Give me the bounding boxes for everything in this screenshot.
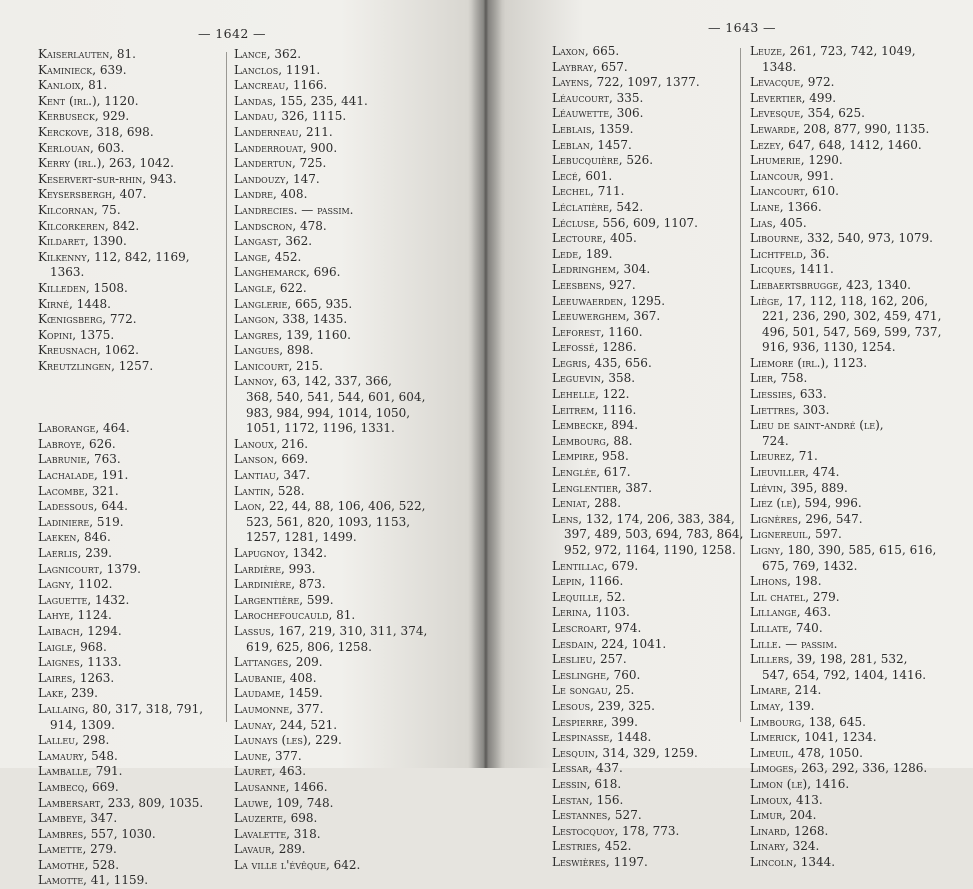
index-entry: Langon, 338, 1435. xyxy=(234,312,348,327)
index-entry: Lestan, 156. xyxy=(552,792,624,807)
index-entry: Lieurez, 71. xyxy=(750,449,818,464)
index-entry: Lenglentier, 387. xyxy=(552,480,653,495)
index-entry: Lembourg, 88. xyxy=(552,433,633,448)
index-entry: Lias, 405. xyxy=(750,215,807,230)
index-entry: Langle, 622. xyxy=(234,280,307,295)
index-entry: Laeken, 846. xyxy=(38,530,111,545)
index-entry: Lihons, 198. xyxy=(750,574,822,589)
index-entry: Lapugnoy, 1342. xyxy=(234,546,327,560)
index-entry: Limon (le), 1416. xyxy=(750,776,850,791)
index-entry: Kerbuseck, 929. xyxy=(38,109,130,124)
index-entry: Lignereuil, 597. xyxy=(750,527,842,542)
index-entry: Liège, 17, 112, 118, 162, 206, xyxy=(750,293,929,308)
blank-line xyxy=(38,406,220,422)
index-entry: Lahye, 1124. xyxy=(38,608,112,623)
index-entry: Lecé, 601. xyxy=(552,168,613,183)
index-entry: Limay, 139. xyxy=(750,698,815,713)
index-entry: Levacque, 972. xyxy=(750,75,835,90)
index-entry: Leswières, 1197. xyxy=(552,854,648,869)
index-entry: Kilcorkeren, 842. xyxy=(38,218,140,233)
index-entry: Lillers, 39, 198, 281, 532, xyxy=(750,652,908,667)
index-entry: Limare, 214. xyxy=(750,683,822,698)
index-entry: Keservert-sur-rhin, 943. xyxy=(38,171,177,186)
index-entry: 1257, 1281, 1499. xyxy=(246,530,357,545)
book-spine-shadow xyxy=(468,0,502,768)
index-entry: Levesque, 354, 625. xyxy=(750,106,865,121)
index-entry: Lier, 758. xyxy=(750,371,808,386)
index-entry: Lambeye, 347. xyxy=(38,811,118,826)
index-entry: Lille. — passim. xyxy=(750,636,838,651)
index-entry: 221, 236, 290, 302, 459, 471, xyxy=(762,309,942,324)
index-entry: Lange, 452. xyxy=(234,249,302,264)
index-entry: Liancourt, 610. xyxy=(750,184,839,199)
index-entry: Lancreau, 1166. xyxy=(234,78,328,93)
index-entry: 675, 769, 1432. xyxy=(762,558,858,573)
index-entry: Laon, 22, 44, 88, 106, 406, 522, xyxy=(234,499,426,514)
index-entry: Lécluse, 556, 609, 1107. xyxy=(552,215,698,230)
index-entry: Limerick, 1041, 1234. xyxy=(750,730,877,745)
index-entry: Limur, 204. xyxy=(750,808,817,823)
index-entry: Lambres, 557, 1030. xyxy=(38,826,156,841)
index-entry: Laxon, 665. xyxy=(552,44,620,58)
index-entry: Lauret, 463. xyxy=(234,764,307,779)
index-entry: Lebucquière, 526. xyxy=(552,153,654,168)
index-entry: Liez (le), 594, 996. xyxy=(750,496,862,511)
index-entry: Lanson, 669. xyxy=(234,452,309,467)
index-entry: Laborange, 464. xyxy=(38,421,130,436)
index-entry: Libourne, 332, 540, 973, 1079. xyxy=(750,231,933,246)
index-entry: Langast, 362. xyxy=(234,234,313,249)
index-entry: Lamaury, 548. xyxy=(38,748,118,763)
index-entry: Kildaret, 1390. xyxy=(38,234,127,249)
index-entry: Lequille, 52. xyxy=(552,589,626,604)
index-entry: Lamette, 279. xyxy=(38,842,117,857)
index-entry: 916, 936, 1130, 1254. xyxy=(762,340,896,355)
index-entry: Leesbens, 927. xyxy=(552,277,636,292)
index-entry: Kœnigsberg, 772. xyxy=(38,312,137,327)
index-entry: Laumonne, 377. xyxy=(234,701,324,716)
index-entry: Limoges, 263, 292, 336, 1286. xyxy=(750,761,928,776)
index-entry: Lempire, 958. xyxy=(552,449,629,464)
index-entry: Kilcornan, 75. xyxy=(38,202,121,217)
index-entry: Ledringhem, 304. xyxy=(552,262,651,277)
index-entry: Lesquin, 314, 329, 1259. xyxy=(552,745,698,760)
index-entry: Lamotte, 41, 1159. xyxy=(38,873,149,888)
index-entry: Laignes, 1133. xyxy=(38,655,122,670)
index-entry: Labrunie, 763. xyxy=(38,452,121,467)
index-entry: Lanicourt, 215. xyxy=(234,358,323,373)
index-entry: Laires, 1263. xyxy=(38,670,115,685)
index-entry: Lanclos, 1191. xyxy=(234,62,321,77)
index-entry: 619, 625, 806, 1258. xyxy=(246,639,372,654)
index-entry: Liane, 1366. xyxy=(750,199,822,214)
index-column-left-2 xyxy=(234,47,464,873)
index-entry: Landau, 326, 1115. xyxy=(234,109,347,124)
index-entry: Kaminieck, 639. xyxy=(38,62,127,77)
index-entry: Leblais, 1359. xyxy=(552,121,634,136)
index-entry: Lesous, 239, 325. xyxy=(552,698,655,713)
index-entry: Levertier, 499. xyxy=(750,90,837,105)
index-entry: Lehelle, 122. xyxy=(552,387,630,402)
index-entry: Laybray, 657. xyxy=(552,59,628,74)
index-entry: Lagny, 1102. xyxy=(38,577,113,592)
index-entry: Lamothe, 528. xyxy=(38,857,120,872)
index-entry: Léaucourt, 335. xyxy=(552,90,644,105)
index-entry: 1363. xyxy=(50,265,85,280)
index-entry: Kerry (irl.), 263, 1042. xyxy=(38,156,174,171)
left-page xyxy=(0,0,486,888)
index-entry: Leeuwaerden, 1295. xyxy=(552,293,666,308)
index-entry: Kilkenny, 112, 842, 1169, xyxy=(38,249,190,264)
index-entry: Linard, 1268. xyxy=(750,823,829,838)
blank-line xyxy=(38,390,220,406)
index-column-right-1 xyxy=(552,44,744,870)
index-entry: Liettres, 303. xyxy=(750,402,830,417)
index-entry: Lestries, 452. xyxy=(552,839,632,854)
page-number-right: — 1643 — xyxy=(708,20,776,35)
index-entry: Labroye, 626. xyxy=(38,436,116,451)
index-entry: 1348. xyxy=(762,59,797,74)
index-entry: Larochefoucauld, 81. xyxy=(234,608,356,623)
index-entry: Leslieu, 257. xyxy=(552,652,627,667)
index-entry: Lanoux, 216. xyxy=(234,436,309,451)
index-entry: Lattanges, 209. xyxy=(234,655,323,670)
index-entry: Linary, 324. xyxy=(750,839,820,854)
index-entry: Laibach, 1294. xyxy=(38,623,122,638)
index-entry: Lantiau, 347. xyxy=(234,468,311,483)
index-entry: Lagnicourt, 1379. xyxy=(38,561,141,576)
index-entry: Ladessous, 644. xyxy=(38,499,128,514)
index-entry: Lichtfeld, 36. xyxy=(750,246,830,261)
index-entry: Laigle, 968. xyxy=(38,639,107,654)
index-entry: 397, 489, 503, 694, 783, 864, xyxy=(564,527,744,542)
index-entry: Liebaertsbrugge, 423, 1340. xyxy=(750,277,911,292)
index-entry: Kent (irl.), 1120. xyxy=(38,93,139,108)
index-entry: 952, 972, 1164, 1190, 1258. xyxy=(564,543,736,557)
index-entry: Lauzerte, 698. xyxy=(234,811,318,826)
index-entry: Lechel, 711. xyxy=(552,184,625,199)
index-entry: Keysersbergh, 407. xyxy=(38,187,147,202)
index-entry: Limoux, 413. xyxy=(750,792,823,807)
index-entry: Léauwette, 306. xyxy=(552,106,644,121)
index-entry: Liancour, 991. xyxy=(750,168,834,183)
index-entry: Lignères, 296, 547. xyxy=(750,511,863,526)
index-entry: Lesdain, 224, 1041. xyxy=(552,636,667,651)
index-entry: Lembecke, 894. xyxy=(552,418,639,433)
index-entry: Ladiniere, 519. xyxy=(38,514,124,529)
index-entry: Liemore (irl.), 1123. xyxy=(750,355,868,370)
column-divider-right xyxy=(740,48,741,722)
right-page xyxy=(486,0,973,869)
index-entry: Limeuil, 478, 1050. xyxy=(750,745,863,760)
index-entry: 914, 1309. xyxy=(50,717,115,732)
index-entry: Landertun, 725. xyxy=(234,156,327,171)
index-entry: Lantin, 528. xyxy=(234,483,305,498)
index-entry: Lincoln, 1344. xyxy=(750,854,836,869)
index-entry: Kerlouan, 603. xyxy=(38,140,125,155)
index-entry: Lallaing, 80, 317, 318, 791, xyxy=(38,701,204,716)
index-entry: 368, 540, 541, 544, 601, 604, xyxy=(246,390,426,405)
index-entry: Kerckove, 318, 698. xyxy=(38,124,154,139)
index-entry: Kopini, 1375. xyxy=(38,327,115,342)
index-entry: Lavaur, 289. xyxy=(234,842,306,857)
index-entry: Lake, 239. xyxy=(38,686,98,701)
index-entry: Leguevin, 358. xyxy=(552,371,636,386)
index-column-right-2 xyxy=(750,44,960,870)
index-entry: Leitrem, 1116. xyxy=(552,402,637,417)
index-entry: Leeuwerghem, 367. xyxy=(552,309,661,324)
index-entry: Largentière, 599. xyxy=(234,592,334,607)
index-entry: Lambersart, 233, 809, 1035. xyxy=(38,795,204,810)
index-entry: Lachalade, 191. xyxy=(38,468,129,483)
index-entry: Langues, 898. xyxy=(234,343,314,358)
index-entry: Lardinière, 873. xyxy=(234,577,326,592)
index-entry: Lieuviller, 474. xyxy=(750,465,840,480)
index-entry: Le songau, 25. xyxy=(552,683,635,698)
index-entry: 523, 561, 820, 1093, 1153, xyxy=(246,514,411,529)
index-entry: 983, 984, 994, 1014, 1050, xyxy=(246,405,411,420)
index-entry: Leniat, 288. xyxy=(552,496,622,511)
index-entry: Limbourg, 138, 645. xyxy=(750,714,866,729)
index-entry: Kaiserlauten, 81. xyxy=(38,47,136,61)
column-divider-left xyxy=(226,52,227,722)
index-entry: Liessies, 633. xyxy=(750,387,827,402)
index-entry: Lespinasse, 1448. xyxy=(552,730,652,745)
index-entry: Liévin, 395, 889. xyxy=(750,480,848,495)
index-column-left-1 xyxy=(38,47,220,889)
index-entry: Killeden, 1508. xyxy=(38,280,128,295)
index-entry: Landrecies. — passim. xyxy=(234,202,354,217)
index-entry: Lieu de saint-andré (le), xyxy=(750,418,884,433)
index-entry: Lamballe, 791. xyxy=(38,764,123,779)
index-entry: Lavalette, 318. xyxy=(234,826,321,841)
index-entry: Launays (les), 229. xyxy=(234,733,342,748)
index-entry: Landscron, 478. xyxy=(234,218,327,233)
index-entry: Leblan, 1457. xyxy=(552,137,632,152)
index-entry: Lerina, 1103. xyxy=(552,605,630,620)
index-entry: Langlerie, 665, 935. xyxy=(234,296,353,311)
index-entry: Lespierre, 399. xyxy=(552,714,638,729)
index-entry: Lance, 362. xyxy=(234,47,302,61)
index-entry: Kreutzlingen, 1257. xyxy=(38,358,154,373)
index-entry: Kirné, 1448. xyxy=(38,296,111,311)
index-entry: Lillate, 740. xyxy=(750,620,823,635)
index-entry: Lassus, 167, 219, 310, 311, 374, xyxy=(234,623,428,638)
index-entry: Licques, 1411. xyxy=(750,262,834,277)
index-entry: Lillange, 463. xyxy=(750,605,832,620)
index-entry: Lectoure, 405. xyxy=(552,231,637,246)
index-entry: 496, 501, 547, 569, 599, 737, xyxy=(762,324,942,339)
index-entry: Laguette, 1432. xyxy=(38,592,130,607)
index-entry: Lezey, 647, 648, 1412, 1460. xyxy=(750,137,922,152)
index-entry: Kanloix, 81. xyxy=(38,78,108,93)
index-entry: Lausanne, 1466. xyxy=(234,779,328,794)
index-entry: 724. xyxy=(762,433,789,448)
index-entry: Lauwe, 109, 748. xyxy=(234,795,334,810)
index-entry: Landre, 408. xyxy=(234,187,308,202)
index-entry: Lacombe, 321. xyxy=(38,483,119,498)
index-entry: Lewarde, 208, 877, 990, 1135. xyxy=(750,121,930,136)
index-entry: Lede, 189. xyxy=(552,246,613,261)
index-entry: Lescroart, 974. xyxy=(552,620,642,635)
page-number-left: — 1642 — xyxy=(198,26,266,41)
index-entry: Launay, 244, 521. xyxy=(234,717,338,732)
index-entry: Lens, 132, 174, 206, 383, 384, xyxy=(552,511,735,526)
index-entry: Landas, 155, 235, 441. xyxy=(234,93,368,108)
index-entry: Langres, 139, 1160. xyxy=(234,327,351,342)
index-entry: Lil chatel, 279. xyxy=(750,589,840,604)
index-entry: Lambecq, 669. xyxy=(38,779,119,794)
index-entry: Laerlis, 239. xyxy=(38,546,112,560)
index-entry: Leuze, 261, 723, 742, 1049, xyxy=(750,44,916,58)
index-entry: Kreusnach, 1062. xyxy=(38,343,139,358)
index-entry: Lestocquoy, 178, 773. xyxy=(552,823,680,838)
index-entry: Laudame, 1459. xyxy=(234,686,323,701)
index-entry: Lenglée, 617. xyxy=(552,465,631,480)
index-entry: Léclatière, 542. xyxy=(552,199,644,214)
index-entry: Langhemarck, 696. xyxy=(234,265,341,280)
index-entry: Landouzy, 147. xyxy=(234,171,320,186)
blank-line xyxy=(38,374,220,390)
index-entry: Legris, 435, 656. xyxy=(552,355,652,370)
index-entry: Lestannes, 527. xyxy=(552,808,642,823)
index-entry: Landerrouat, 900. xyxy=(234,140,338,155)
index-entry: Lefossé, 1286. xyxy=(552,340,637,355)
index-entry: Laubanie, 408. xyxy=(234,670,317,685)
index-entry: Leforest, 1160. xyxy=(552,324,643,339)
index-entry: Lhumerie, 1290. xyxy=(750,153,843,168)
index-entry: Leslinghe, 760. xyxy=(552,667,641,682)
index-entry: Landerneau, 211. xyxy=(234,124,333,139)
index-entry: Layens, 722, 1097, 1377. xyxy=(552,75,700,90)
index-entry: Lessar, 437. xyxy=(552,761,623,776)
index-entry: Lentillac, 679. xyxy=(552,558,639,573)
index-entry: Ligny, 180, 390, 585, 615, 616, xyxy=(750,543,937,557)
index-entry: Laune, 377. xyxy=(234,748,302,763)
index-entry: La ville l'évêque, 642. xyxy=(234,857,361,872)
index-entry: Lepin, 1166. xyxy=(552,574,624,589)
index-entry: 1051, 1172, 1196, 1331. xyxy=(246,421,395,436)
index-entry: Lardière, 993. xyxy=(234,561,316,576)
index-entry: 547, 654, 792, 1404, 1416. xyxy=(762,667,927,682)
index-entry: Lannoy, 63, 142, 337, 366, xyxy=(234,374,392,389)
index-entry: Lessin, 618. xyxy=(552,776,622,791)
index-entry: Lalleu, 298. xyxy=(38,733,110,748)
